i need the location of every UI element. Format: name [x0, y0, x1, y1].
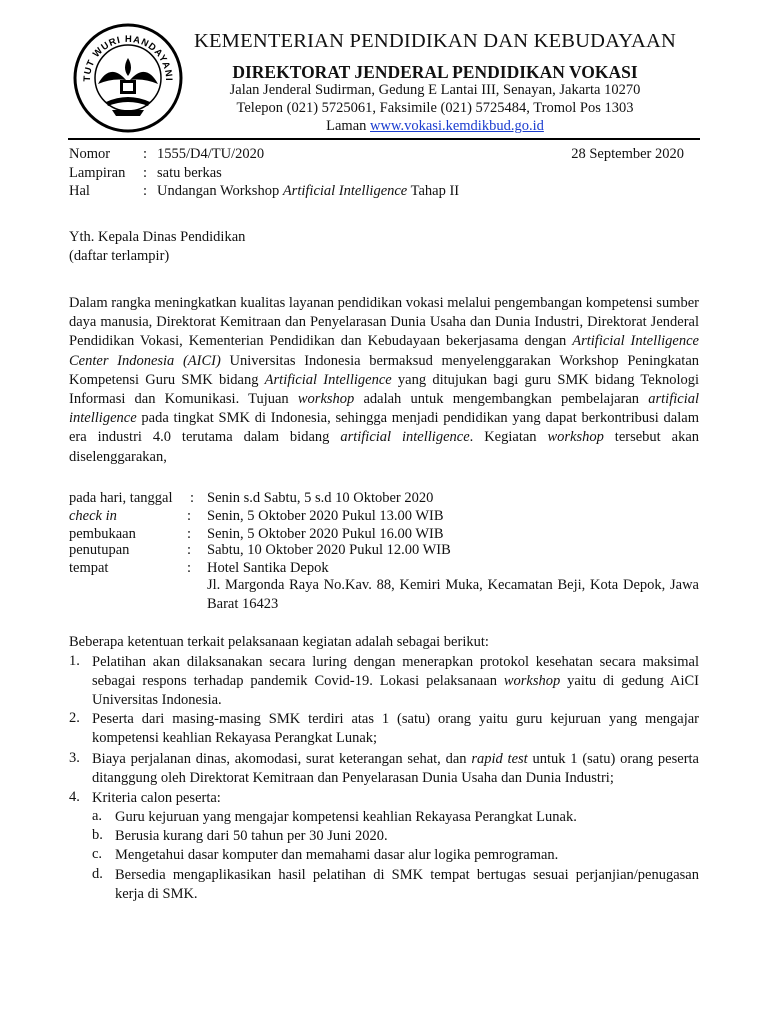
provisions-intro: Beberapa ketentuan terkait pelaksanaan kegiatan adalah sebagai berikut: [69, 634, 489, 650]
schedule-place-address: Jl. Margonda Raya No.Kav. 88, Kemiri Muka, Kecamatan Beji, Kota Depok, Jawa Barat 16423 [207, 577, 699, 612]
addressee-note: (daftar terlampir) [69, 248, 170, 264]
subitem-letter: d. [92, 866, 103, 882]
letterhead-divider [68, 138, 700, 140]
number-label: Nomor [69, 146, 111, 162]
number-value: 1555/D4/TU/2020 [157, 146, 265, 162]
tut-wuri-handayani-logo [70, 22, 186, 134]
criteria-b: Berusia kurang dari 50 tahun per 30 Juni 2020. [115, 828, 388, 844]
logo-motto: TUT WURI HANDAYANI [81, 33, 175, 82]
item-number: 4. [69, 789, 80, 805]
subject-colon: : [143, 183, 148, 199]
criteria-a: Guru kejuruan yang mengajar kompetensi keahlian Rekayasa Perangkat Lunak. [115, 809, 577, 825]
item-number: 1. [69, 653, 80, 669]
letter-date: 28 September 2020 [571, 146, 684, 162]
body-paragraph: Dalam rangka meningkatkan kualitas layanan pendidikan vokasi melalui pengembangan kompetensi sumber daya manusia, Direktorat Kemitraan dan Penyelarasan Dunia Usaha dan Dunia Industri, Direktorat Jenderal Pendidikan Vokasi, Kementerian Pendidikan dan Kebudayaan bekerjasama dengan Artificial Intelligence Center Indonesia (AICI) Universitas Indonesia bermaksud menyelenggarakan Workshop Peningkatan Kompetensi Guru SMK bidang Artificial Intelligence yang ditujukan bagi guru SMK bidang Teknologi Informasi dan Komunikasi. Tujuan workshop adalah untuk mengembangkan pembelajaran artificial intelligence pada tingkat SMK di Indonesia, sehingga menjadi pendidikan yang dapat berkontribusi dalam era industri 4.0 terutama dalam bidang artificial intelligence. Kegiatan workshop tersebut akan diselenggarakan, [69, 295, 700, 465]
office-address: Jalan Jenderal Sudirman, Gedung E Lantai III, Senayan, Jakarta 10270 [229, 82, 641, 98]
item-number: 3. [69, 750, 80, 766]
office-phone: Telepon (021) 5725061, Faksimile (021) 5725484, Tromol Pos 1303 [236, 100, 634, 116]
attachment-colon: : [143, 165, 148, 181]
directorate-name: DIREKTORAT JENDERAL PENDIDIKAN VOKASI [232, 62, 638, 82]
criteria-c: Mengetahui dasar komputer dan memahami dasar alur logika pemrograman. [115, 847, 559, 863]
provision-item-4: Kriteria calon peserta: [92, 790, 221, 806]
subitem-letter: a. [92, 808, 103, 824]
criteria-d: Bersedia mengaplikasikan hasil pelatihan di SMK tempat bertugas sesuai perjanjian/penugasan kerja di SMK. [115, 867, 699, 902]
provision-item-2: Peserta dari masing-masing SMK terdiri atas 1 (satu) orang yaitu guru kejuruan yang mengajar kompetensi keahlian Rekayasa Perangkat Lunak; [92, 711, 699, 746]
ministry-name: KEMENTERIAN PENDIDIKAN DAN KEBUDAYAAN [193, 30, 677, 52]
subject-label: Hal [69, 183, 90, 199]
number-colon: : [143, 146, 148, 162]
website-label: Laman [326, 118, 367, 134]
provision-item-3: Biaya perjalanan dinas, akomodasi, surat keterangan sehat, dan rapid test untuk 1 (satu) orang peserta ditanggung oleh Direktorat Kemitraan dan Penyelarasan Dunia Usaha dan Dunia Industri; [92, 751, 699, 786]
addressee-title: Yth. Kepala Dinas Pendidikan [69, 229, 246, 245]
subitem-letter: c. [92, 846, 103, 862]
subject-value: Undangan Workshop Artificial Intelligence Tahap II [157, 183, 460, 199]
attachment-value: satu berkas [157, 165, 222, 181]
subitem-letter: b. [92, 827, 103, 843]
website-link[interactable]: www.vokasi.kemdikbud.go.id [370, 118, 544, 134]
provision-item-1: Pelatihan akan dilaksanakan secara luring dengan menerapkan protokol kesehatan secara maksimal sebagai respons terhadap pandemik Covid-19. Lokasi pelaksanaan workshop yaitu di gedung AiCI Universitas Indonesia. [92, 654, 699, 708]
letter-page: TUT WURI HANDAYANI KEMENTERIAN PENDIDIKAN DAN KEBUDAYAAN DIREKTORAT JENDERAL PENDIDIKAN VOKASI Jalan Jenderal Sudirman, Gedung E Lantai III, Senayan, Jakarta 10270 Telepon (021) 5725061, Faksimile (021) 5725484, Tromol Pos 1303 Laman www.vokasi.kemdikbud.go.id Nomor : 1555/D4/TU/2020 28 September 2020 Lampiran : satu berkas Hal : Undangan Workshop Artificial Intelligence Tahap II Yth. Kepala Dinas Pendidikan (daftar terlampir) Dalam rangka meningkatkan kualitas layanan pendidikan vokasi melalui pengembangan kompetensi sumber daya manusia, Direktorat Kemitraan dan Penyelarasan Dunia Usaha dan Dunia Industri, Direktorat Jenderal Pendidikan Vokasi, Kementerian Pendidikan dan Kebudayaan bekerjasama dengan Artificial Intelligence Center Indonesia (AICI) Universitas Indonesia bermaksud menyelenggarakan Workshop Peningkatan Kompetensi Guru SMK bidang Artificial Intelligence yang ditujukan bagi guru SMK bidang Teknologi Informasi dan Komunikasi. Tujuan workshop adalah untuk mengembangkan pembelajaran artificial intelligence pada tingkat SMK di Indonesia, sehingga menjadi pendidikan yang dapat berkontribusi dalam era industri 4.0 terutama dalam bidang artificial intelligence. Kegiatan workshop tersebut akan diselenggarakan, pada hari, tanggal : Senin s.d Sabtu, 5 s.d 10 Oktober 2020 check in : Senin, 5 Oktober 2020 Pukul 13.00 WIB pembukaan : Senin, 5 Oktober 2020 Pukul 16.00 WIB penutupan : Sabtu, 10 Oktober 2020 Pukul 12.00 WIB tempat : Hotel Santika Depok Jl. Margonda Raya No.Kav. 88, Kemiri Muka, Kecamatan Beji, Kota Depok, Jawa Barat 16423 Beberapa ketentuan terkait pelaksanaan kegiatan adalah sebagai berikut: 1. Pelatihan akan dilaksanakan secara luring dengan menerapkan protokol kesehatan secara maksimal sebagai respons terhadap pandemik Covid-19. Lokasi pelaksanaan workshop yaitu di gedung AiCI Universitas Indonesia. 2. Peserta dari masing-masing SMK terdiri atas 1 (satu) orang yaitu guru kejuruan yang mengajar kompetensi keahlian Rekayasa Perangkat Lunak; 3. Biaya perjalanan dinas, akomodasi, surat keterangan sehat, dan rapid test untuk 1 (satu) orang peserta ditanggung oleh Direktorat Kemitraan dan Penyelarasan Dunia Usaha dan Dunia Industri; 4. Kriteria calon peserta: a. Guru kejuruan yang mengajar kompetensi keahlian Rekayasa Perangkat Lunak. b. Berusia kurang dari 50 tahun per 30 Juni 2020. c. Mengetahui dasar komputer dan memahami dasar alur logika pemrograman. d. Bersedia mengaplikasikan hasil pelatihan di SMK tempat bertugas sesuai perjanjian/penugasan kerja di SMK. [0, 0, 768, 1024]
attachment-label: Lampiran [69, 165, 126, 181]
item-number: 2. [69, 710, 80, 726]
website-line [192, 118, 678, 135]
